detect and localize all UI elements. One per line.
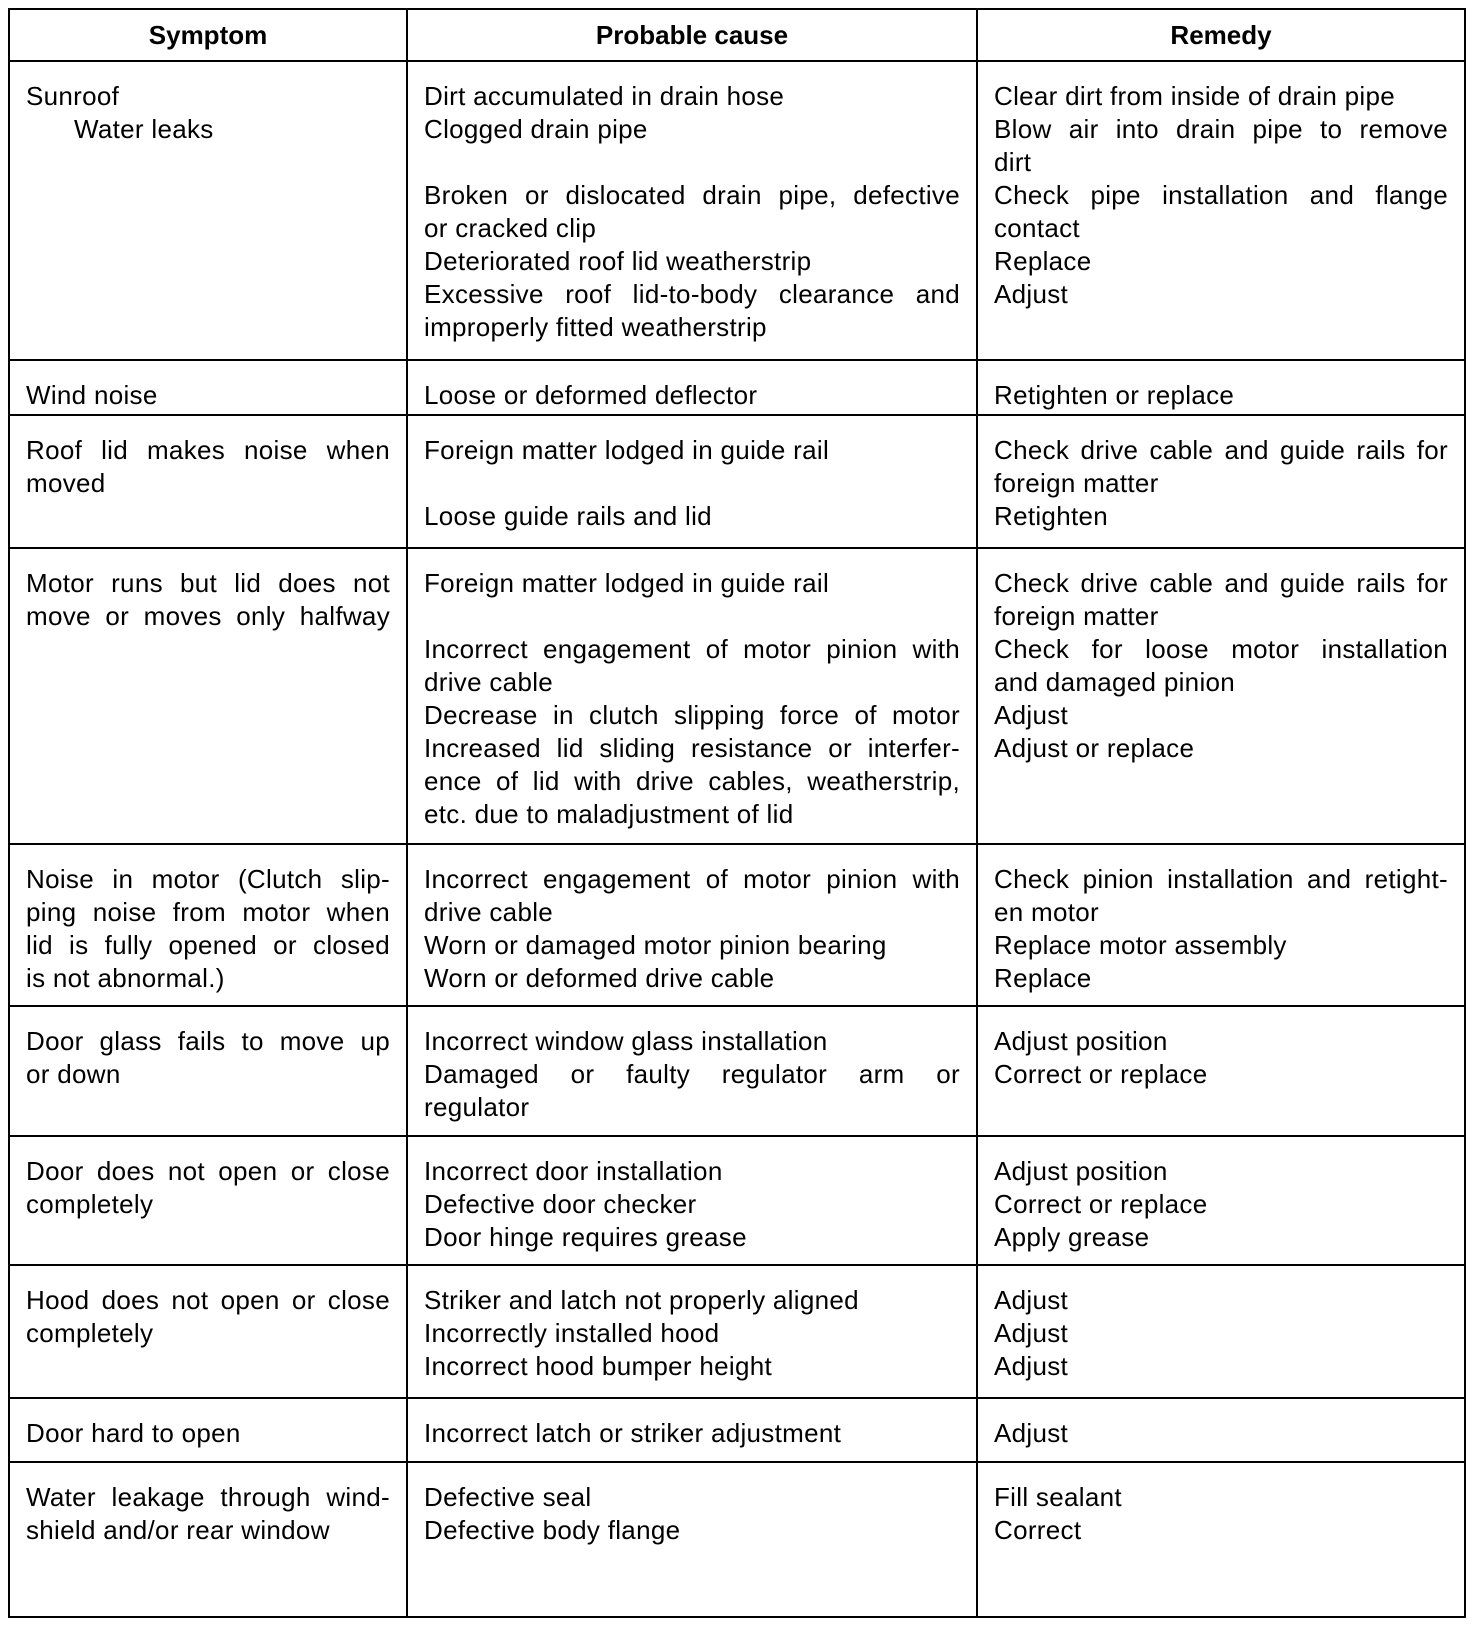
text-line: Door glass fails to move up [26,1026,390,1056]
text-line: or down [26,1059,121,1089]
text-line: Decrease in clutch slipping force of motor [424,700,960,730]
text-line: Broken or dislocated drain pipe, defective [424,180,960,210]
cause-cell [408,416,978,549]
troubleshooting-table [8,8,1466,1618]
remedy-cell [978,845,1464,1007]
text-line: completely [26,1189,154,1219]
text-line: regulator [424,1092,530,1122]
remedy-cell [978,62,1464,361]
text-line: and damaged pinion [994,667,1236,697]
text-line: Adjust [994,700,1069,730]
text-line: Dirt accumulated in drain hose [424,81,785,111]
remedy-cell [978,1399,1464,1463]
cause-cell [408,1137,978,1266]
cause-cell [408,1266,978,1399]
symptom-cell [10,1399,408,1463]
text-line: Door hinge requires grease [424,1222,747,1252]
symptom-cell [10,1463,408,1616]
text-line: Roof lid makes noise when [26,435,390,465]
text-line: Correct or replace [994,1059,1208,1089]
text-line: Water leakage through wind- [26,1482,390,1512]
remedy-cell [978,1463,1464,1616]
text-line: Correct [994,1515,1082,1545]
text-line: etc. due to maladjustment of lid [424,799,794,829]
blank-line [424,467,960,500]
cause-cell [408,361,978,416]
cause-cell [408,845,978,1007]
text-line: Hood does not open or close [26,1285,390,1315]
text-line: Worn or damaged motor pinion bearing [424,930,887,960]
text-line: Foreign matter lodged in guide rail [424,568,830,598]
remedy-cell [978,361,1464,416]
text-line: Check drive cable and guide rails for [994,435,1448,465]
text-line: Loose or deformed deflector [424,380,758,410]
text-line: Adjust [994,1318,1069,1348]
text-line: shield and/or rear window [26,1515,330,1545]
text-line: improperly fitted weatherstrip [424,312,767,342]
text-line: Incorrect engagement of motor pinion with [424,864,960,894]
text-line: is not abnormal.) [26,963,225,993]
symptom-cell [10,549,408,845]
cause-cell [408,549,978,845]
text-line: Adjust [994,1351,1069,1381]
text-line: ence of lid with drive cables, weatherstrip, [424,766,960,796]
text-line: dirt [994,147,1032,177]
text-line: Defective door checker [424,1189,697,1219]
text-line: completely [26,1318,154,1348]
text-line: contact [994,213,1080,243]
text-line: Defective seal [424,1482,592,1512]
text-line: Check pinion installation and retight- [994,864,1448,894]
text-line: drive cable [424,897,554,927]
text-line: Clogged drain pipe [424,114,648,144]
text-line: or cracked clip [424,213,597,243]
text-line: Incorrect hood bumper height [424,1351,773,1381]
text-line: Defective body flange [424,1515,681,1545]
text-line: Correct or replace [994,1189,1208,1219]
text-line: lid is fully opened or closed [26,930,390,960]
text-line: Adjust [994,1418,1069,1448]
text-line: Water leaks [74,114,214,144]
text-line: Retighten [994,501,1108,531]
text-line: Damaged or faulty regulator arm or [424,1059,960,1089]
symptom-cell [10,1007,408,1137]
text-line: Sunroof [26,81,120,111]
remedy-cell [978,416,1464,549]
text-line: ping noise from motor when [26,897,390,927]
header-symptom: Symptom [10,10,408,62]
text-line: Incorrect engagement of motor pinion with [424,634,960,664]
text-line: Clear dirt from inside of drain pipe [994,81,1395,111]
text-line: Adjust [994,1285,1069,1315]
text-line: Door hard to open [26,1418,241,1448]
text-line: Incorrect window glass installation [424,1026,828,1056]
symptom-cell [10,361,408,416]
symptom-cell [10,1137,408,1266]
text-line: Adjust position [994,1026,1168,1056]
text-line: Incorrect door installation [424,1156,723,1186]
text-line: en motor [994,897,1100,927]
text-line: Apply grease [994,1222,1150,1252]
text-line: foreign matter [994,468,1159,498]
text-line: Replace [994,963,1092,993]
text-line: Wind noise [26,380,158,410]
text-line: Adjust position [994,1156,1168,1186]
cause-cell [408,1399,978,1463]
text-line: Check for loose motor installation [994,634,1448,664]
cause-cell [408,1007,978,1137]
header-probable-cause: Probable cause [408,10,978,62]
symptom-cell [10,416,408,549]
text-line: Check pipe installation and flange [994,180,1448,210]
text-line: Excessive roof lid-to-body clearance and [424,279,960,309]
text-line: Adjust [994,279,1069,309]
text-line: Fill sealant [994,1482,1122,1512]
text-line: Adjust or replace [994,733,1195,763]
symptom-cell [10,845,408,1007]
text-line: Increased lid sliding resistance or interfer- [424,733,960,763]
text-line: move or moves only halfway [26,601,390,631]
header-remedy: Remedy [978,10,1464,62]
text-line: Noise in motor (Clutch slip- [26,864,390,894]
text-line: Striker and latch not properly aligned [424,1285,859,1315]
text-line: Incorrect latch or striker adjustment [424,1418,842,1448]
text-line: Worn or deformed drive cable [424,963,775,993]
symptom-cell [10,62,408,361]
text-line: Deteriorated roof lid weatherstrip [424,246,812,276]
text-line: Check drive cable and guide rails for [994,568,1448,598]
remedy-cell [978,1007,1464,1137]
text-line: drive cable [424,667,554,697]
text-line: Door does not open or close [26,1156,390,1186]
symptom-cell [10,1266,408,1399]
blank-line [424,146,960,179]
text-line: Loose guide rails and lid [424,501,712,531]
remedy-cell [978,549,1464,845]
blank-line [424,600,960,633]
text-line: Replace [994,246,1092,276]
text-line: Retighten or replace [994,380,1235,410]
text-line: Blow air into drain pipe to remove [994,114,1448,144]
text-line: Incorrectly installed hood [424,1318,720,1348]
cause-cell [408,62,978,361]
text-line: moved [26,468,106,498]
text-line: Replace motor assembly [994,930,1287,960]
cause-cell [408,1463,978,1616]
text-line: Motor runs but lid does not [26,568,390,598]
remedy-cell [978,1137,1464,1266]
remedy-cell [978,1266,1464,1399]
text-line: foreign matter [994,601,1159,631]
text-line: Foreign matter lodged in guide rail [424,435,830,465]
